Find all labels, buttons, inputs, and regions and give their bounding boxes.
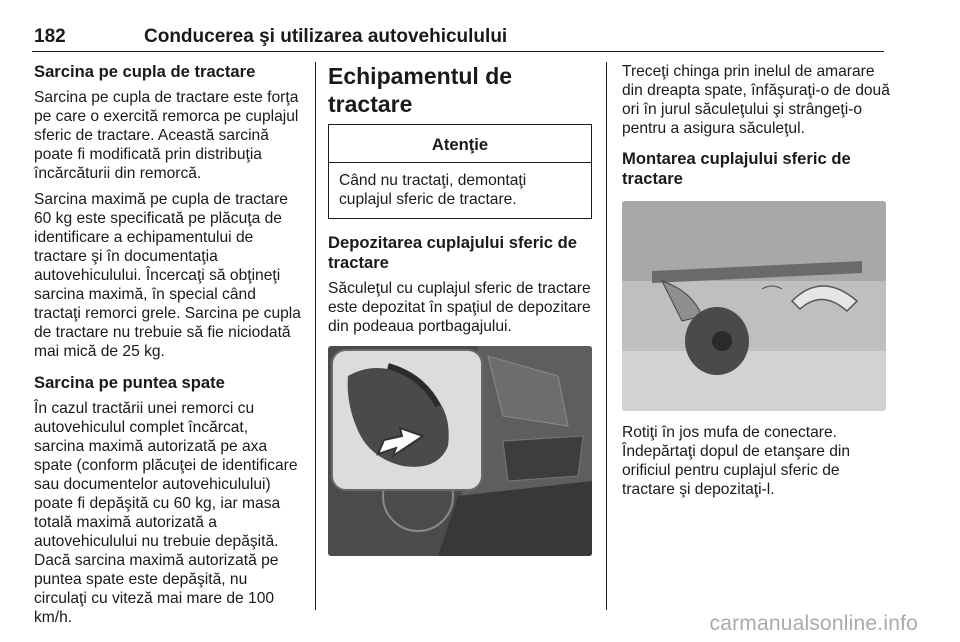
tow-hitch-load-paragraph-1: Sarcina pe cupla de tractare este forţa pe care o exercită remorca pe cuplajul sferic de tractare. Această sarcină poate fi modificată prin distribuţia încărcăturii din remorcă. (34, 89, 299, 182)
after-figure-text: Rotiţi în jos mufa de conectare. Îndepărtaţi dopul de etanşare din orificiul pentru cuplajul sferic de tractare şi depozitaţi-l. (622, 424, 851, 498)
column-3 (622, 62, 890, 506)
socket-plug (712, 331, 732, 351)
trunk-floor-panel (503, 436, 583, 481)
warning-text: Când nu tractaţi, demontaţi cuplajul sferic de tractare. (339, 172, 527, 208)
column-divider-1 (315, 62, 316, 610)
column-2 (328, 62, 592, 556)
rear-axle-load-heading: Sarcina pe puntea spate (34, 373, 225, 392)
tow-hitch-load-paragraph-2: Sarcina maximă pe cupla de tractare 60 kg este specificată pe plăcuţa de identificare a echipamentului de tractare şi în documentaţia autovehiculului. Încercaţi să obţineţi sarcina maximă, în special când tractaţi remorci grele. Sarcina pe cupla de tractare nu trebuie să fie niciodată mai mică de 25 kg. (34, 191, 301, 360)
column-divider-2 (606, 62, 607, 610)
page-number: 182 (34, 26, 66, 47)
mounting-heading: Montarea cuplajului sferic de tractare (622, 149, 851, 188)
storage-text: Săculeţul cu cuplajul sferic de tractare este depozitat în spaţiul de depozitare din podeaua portbagajului. (328, 280, 591, 335)
ground-area (622, 351, 886, 411)
hitch-mounting-figure (622, 201, 886, 411)
page-header (32, 26, 912, 52)
watermark: carmanualsonline.info (709, 612, 918, 635)
running-title: Conducerea şi utilizarea autovehiculului (144, 26, 508, 47)
rear-axle-load-paragraph: În cazul tractării unei remorci cu autovehiculul complet încărcat, sarcina maximă autorizată pe axa spate (conform plăcuţei de identificare sau documentelor autovehiculului) poate fi depăşită cu 60 kg, iar masa totală maximă autorizată a autovehiculului nu trebuie depăşită. Dacă sarcina maximă autorizată pe puntea spate este depăşită, nu circulaţi cu viteză mai mare de 100 km/h. (34, 400, 298, 626)
column-1 (34, 62, 302, 634)
warning-heading: Atenţie (329, 125, 591, 163)
storage-heading: Depozitarea cuplajului sferic de tractare (328, 233, 577, 272)
header-divider (32, 51, 884, 52)
warning-box (328, 124, 592, 219)
trunk-storage-figure (328, 346, 592, 556)
towing-equipment-title: Echipamentul de tractare (328, 63, 513, 117)
tow-hitch-load-heading: Sarcina pe cupla de tractare (34, 62, 256, 81)
strap-instruction-text: Treceţi chinga prin inelul de amarare din dreapta spate, înfăşuraţi-o de două ori în jurul săculeţului şi strângeţi-o pentru a asigura săculeţul. (622, 63, 890, 137)
